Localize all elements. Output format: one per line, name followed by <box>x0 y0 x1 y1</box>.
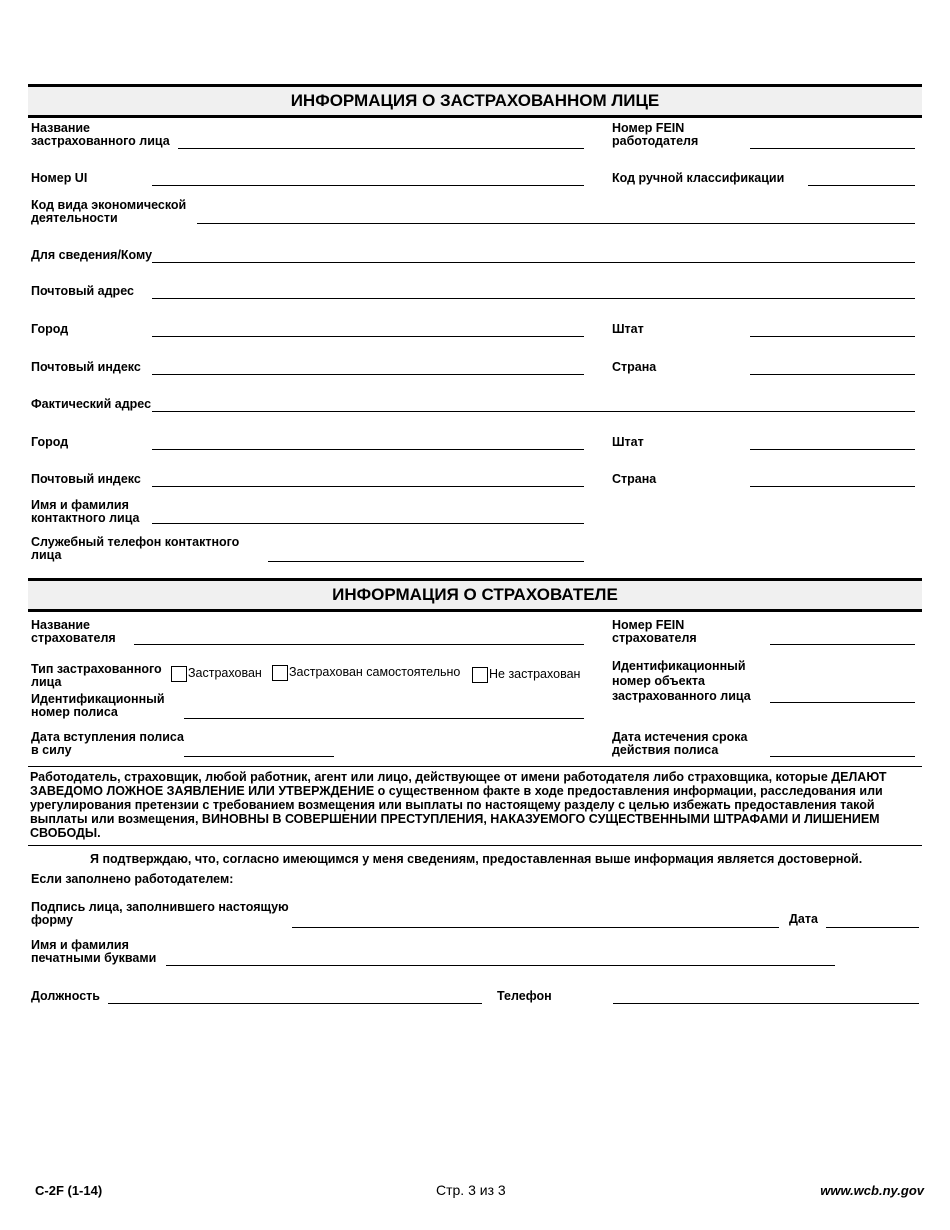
warning-top-rule <box>28 766 922 767</box>
policy-id-field[interactable] <box>184 718 584 719</box>
website-link[interactable]: www.wcb.ny.gov <box>820 1183 924 1198</box>
employer-fein-label: Номер FEIN работодателя <box>612 121 699 148</box>
physical-address-label: Фактический адрес <box>31 397 152 411</box>
contact-phone-field[interactable] <box>268 561 584 562</box>
page-number: Стр. 3 из 3 <box>436 1182 506 1198</box>
insurer-fein-label: Номер FEIN страхователя <box>612 618 697 645</box>
certification-statement: Я подтверждаю, что, согласно имеющимся у меня сведениям, предоставленная выше информация является достоверной. <box>90 852 863 866</box>
expiration-date-label: Дата истечения срока действия полиса <box>612 730 748 757</box>
insured-name-field[interactable] <box>178 148 584 149</box>
zip-label: Почтовый индекс <box>31 360 141 374</box>
city-label: Город <box>31 322 69 336</box>
attention-label: Для сведения/Кому <box>31 248 153 262</box>
section-title-rule <box>28 115 922 118</box>
job-title-field[interactable] <box>108 1003 482 1004</box>
signature-label: Подпись лица, заполнившего настоящую форму <box>31 900 289 927</box>
insurer-name-field[interactable] <box>134 644 584 645</box>
state-label: Штат <box>612 322 644 336</box>
insurer-name-label: Название страхователя <box>31 618 116 645</box>
self-insured-option-label: Застрахован самостоятельно <box>289 665 461 679</box>
print-name-field[interactable] <box>166 965 835 966</box>
effective-date-label: Дата вступления полиса в силу <box>31 730 184 757</box>
policy-id-label: Идентификационный номер полиса <box>31 692 165 719</box>
warning-bottom-rule <box>28 845 922 846</box>
insured-type-label: Тип застрахованного лица <box>31 662 162 689</box>
city-field[interactable] <box>152 336 584 337</box>
physical-address-field[interactable] <box>152 411 915 412</box>
zip-field[interactable] <box>152 374 584 375</box>
form-id: C-2F (1-14) <box>35 1183 103 1198</box>
insured-checkbox[interactable] <box>171 666 187 682</box>
expiration-date-field[interactable] <box>770 756 915 757</box>
country-label: Страна <box>612 360 657 374</box>
country2-field[interactable] <box>750 486 915 487</box>
manual-class-field[interactable] <box>808 185 915 186</box>
entity-id-field[interactable] <box>770 702 915 703</box>
attention-field[interactable] <box>152 262 915 263</box>
zip2-label: Почтовый индекс <box>31 472 141 486</box>
not-insured-option-label: Не застрахован <box>489 667 581 681</box>
city2-field[interactable] <box>152 449 584 450</box>
mailing-address-field[interactable] <box>152 298 915 299</box>
naics-label: Код вида экономической деятельности <box>31 198 187 225</box>
state-field[interactable] <box>750 336 915 337</box>
print-name-label: Имя и фамилия печатными буквами <box>31 938 157 965</box>
not-insured-checkbox[interactable] <box>472 667 488 683</box>
insurer-fein-field[interactable] <box>770 644 915 645</box>
state2-label: Штат <box>612 435 644 449</box>
state2-field[interactable] <box>750 449 915 450</box>
contact-name-label: Имя и фамилия контактного лица <box>31 498 140 525</box>
ui-number-field[interactable] <box>152 185 584 186</box>
insurer-title-rule <box>28 609 922 612</box>
contact-phone-label: Служебный телефон контактного лица <box>31 535 240 562</box>
entity-id-label: Идентификационный номер объекта застрахованного лица <box>612 659 751 703</box>
date-field[interactable] <box>826 927 919 928</box>
phone-label: Телефон <box>497 989 552 1003</box>
insured-section-title: ИНФОРМАЦИЯ О ЗАСТРАХОВАННОМ ЛИЦЕ <box>28 87 922 115</box>
contact-name-field[interactable] <box>152 523 584 524</box>
country-field[interactable] <box>750 374 915 375</box>
job-title-label: Должность <box>31 989 100 1003</box>
manual-class-label: Код ручной классификации <box>612 171 785 185</box>
ui-number-label: Номер UI <box>31 171 88 185</box>
city2-label: Город <box>31 435 69 449</box>
effective-date-field[interactable] <box>184 756 334 757</box>
if-employer-label: Если заполнено работодателем: <box>31 872 234 886</box>
employer-fein-field[interactable] <box>750 148 915 149</box>
insured-name-label: Название застрахованного лица <box>31 121 170 148</box>
insurer-section-title: ИНФОРМАЦИЯ О СТРАХОВАТЕЛЕ <box>28 581 922 609</box>
insured-option-label: Застрахован <box>188 666 262 680</box>
date-label: Дата <box>789 912 818 926</box>
warning-text: Работодатель, страховщик, любой работник, агент или лицо, действующее от имени работодателя либо страховщика, которые ДЕЛАЮТ ЗАВЕДОМО ЛОЖНОЕ ЗАЯВЛЕНИЕ ИЛИ УТВЕРЖДЕНИЕ о существенном факте в ходе предоставления информации, расследования или урегулирования претензии с требованием возмещения или выплаты по настоящему разделу с целью избежать предоставления такой выплаты или возмещения, ВИНОВНЫ В СОВЕРШЕНИИ ПРЕСТУПЛЕНИЯ, НАКАЗУЕМОГО СУЩЕСТВЕННЫМИ ШТРАФАМИ И ЛИШЕНИЕМ СВОБОДЫ. <box>30 770 887 840</box>
signature-field[interactable] <box>292 927 779 928</box>
country2-label: Страна <box>612 472 657 486</box>
naics-field[interactable] <box>197 223 915 224</box>
mailing-address-label: Почтовый адрес <box>31 284 134 298</box>
zip2-field[interactable] <box>152 486 584 487</box>
self-insured-checkbox[interactable] <box>272 665 288 681</box>
phone-field[interactable] <box>613 1003 919 1004</box>
